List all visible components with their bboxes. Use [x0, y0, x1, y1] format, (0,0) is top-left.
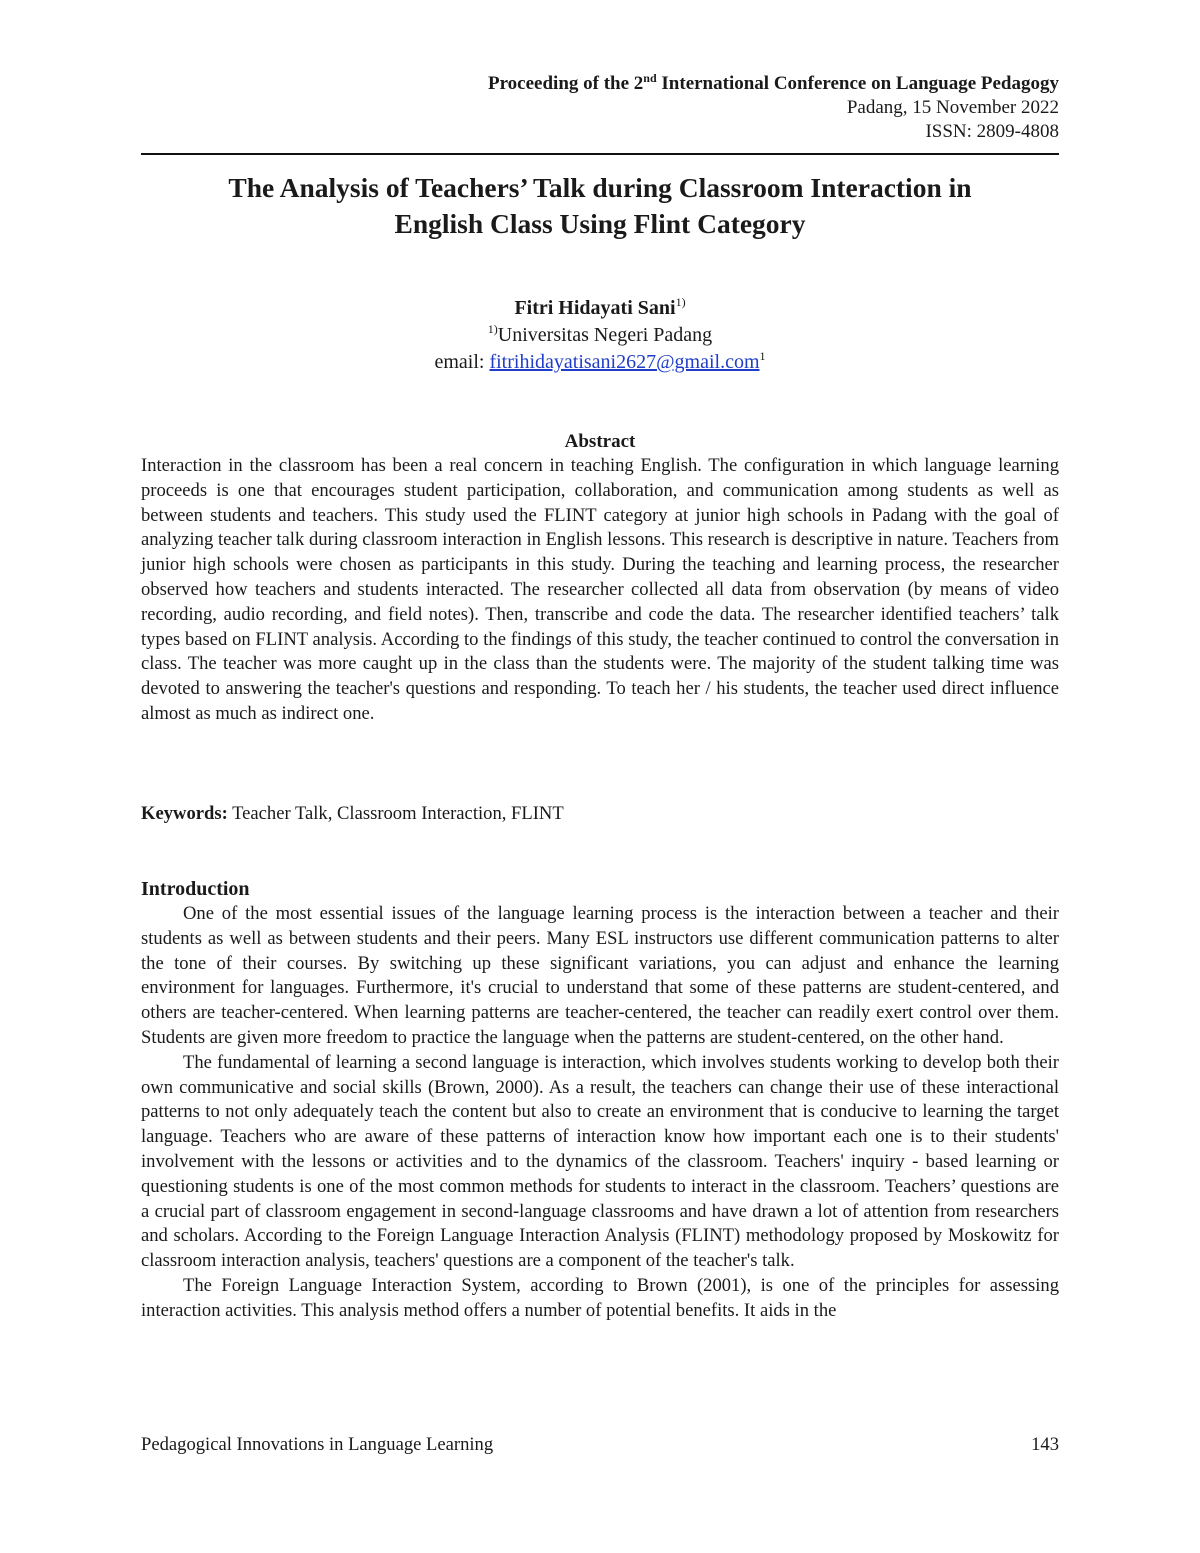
abstract-text: Interaction in the classroom has been a real concern in teaching English. The configuration in which language learning proceeds is one that encourages student participation, collaboration, and communication among students as well as between students and teachers. This study used the FLINT category at junior high schools in Padang with the goal of analyzing teacher talk during classroom interaction in English lessons. This research is descriptive in nature. Teachers from junior high schools were chosen as participants in this study. During the teaching and learning process, the researcher observed how teachers and students interacted. The researcher collected all data from observation (by means of video recording, audio recording, and field notes). Then, transcribe and code the data. The researcher identified teachers’ talk types based on FLINT analysis. According to the findings of this study, the teacher continued to control the conversation in class. The teacher was more caught up in the class than the students were. The majority of the student talking time was devoted to answering the teacher's questions and responding. To teach her / his students, the teacher used direct influence almost as much as indirect one. — [141, 455, 1059, 724]
running-header — [488, 72, 1059, 144]
introduction-body — [141, 902, 1059, 1324]
page-footer — [141, 1433, 1059, 1457]
intro-paragraph: The fundamental of learning a second language is interaction, which involves students working to develop both their own communicative and social skills (Brown, 2000). As a result, the teachers can change their use of these interactional patterns to not only adequately teach the content but also to create an environment that is conducive to learning the target language. Teachers who are aware of these patterns of interaction know how important each one is to their students' involvement with the lessons or activities and to the dynamics of the classroom. Teachers' inquiry - based learning or questioning students is one of the most common methods for students to interact in the classroom. Teachers’ questions are a crucial part of classroom engagement in second-language classrooms and have drawn a lot of attention from researchers and scholars. According to the Foreign Language Interaction Analysis (FLINT) methodology proposed by Moskowitz for classroom interaction analysis, teachers' questions are a component of the teacher's talk. — [141, 1051, 1059, 1272]
author-block — [141, 295, 1059, 376]
author-name: Fitri Hidayati Sani$^{1)}$ — [514, 295, 686, 319]
introduction-heading: Introduction — [141, 878, 250, 900]
page-number: 143 — [1031, 1434, 1059, 1455]
keywords-label: Keywords: — [141, 803, 228, 824]
paper-title: The Analysis of Teachers’ Talk during Classroom Interaction in English Class Using Flint Category — [228, 172, 972, 239]
header-rule — [141, 153, 1059, 155]
keywords-text: Teacher Talk, Classroom Interaction, FLINT — [227, 803, 564, 824]
conference-location-date: Padang, 15 November 2022 — [846, 97, 1059, 118]
intro-paragraph: One of the most essential issues of the language learning process is the interaction between a teacher and their students as well as between students and their peers. Many ESL instructors use different communication patterns to alter the tone of their courses. By switching up these significant variations, you can adjust and enhance the learning environment for languages. Furthermore, it's crucial to understand that some of these patterns are student-centered, and others are teacher-centered. When learning patterns are teacher-centered, the teacher can readily exert control over them. Students are given more freedom to practice the language when the patterns are student-centered, on the other hand. — [141, 903, 1059, 1048]
conference-name: Proceeding of the 2nd International Conference on Language Pedagogy — [487, 71, 1059, 94]
issn: ISSN: 2809-4808 — [925, 121, 1059, 142]
author-email: email: fitrihidayatisani2627@gmail.com$^1$ — [434, 349, 766, 373]
intro-paragraph: The Foreign Language Interaction System, according to Brown (2001), is one of the principles for assessing interaction activities. This analysis method offers a number of potential benefits. It aids in the — [141, 1274, 1059, 1321]
journal-name: Pedagogical Innovations in Language Learning — [141, 1434, 494, 1455]
email-link[interactable]: fitrihidayatisani2627@gmail.com — [489, 351, 760, 373]
keywords — [141, 802, 1059, 826]
author-affiliation: $^{1)}$Universitas Negeri Padang — [487, 322, 713, 346]
abstract-heading: Abstract — [564, 431, 636, 452]
